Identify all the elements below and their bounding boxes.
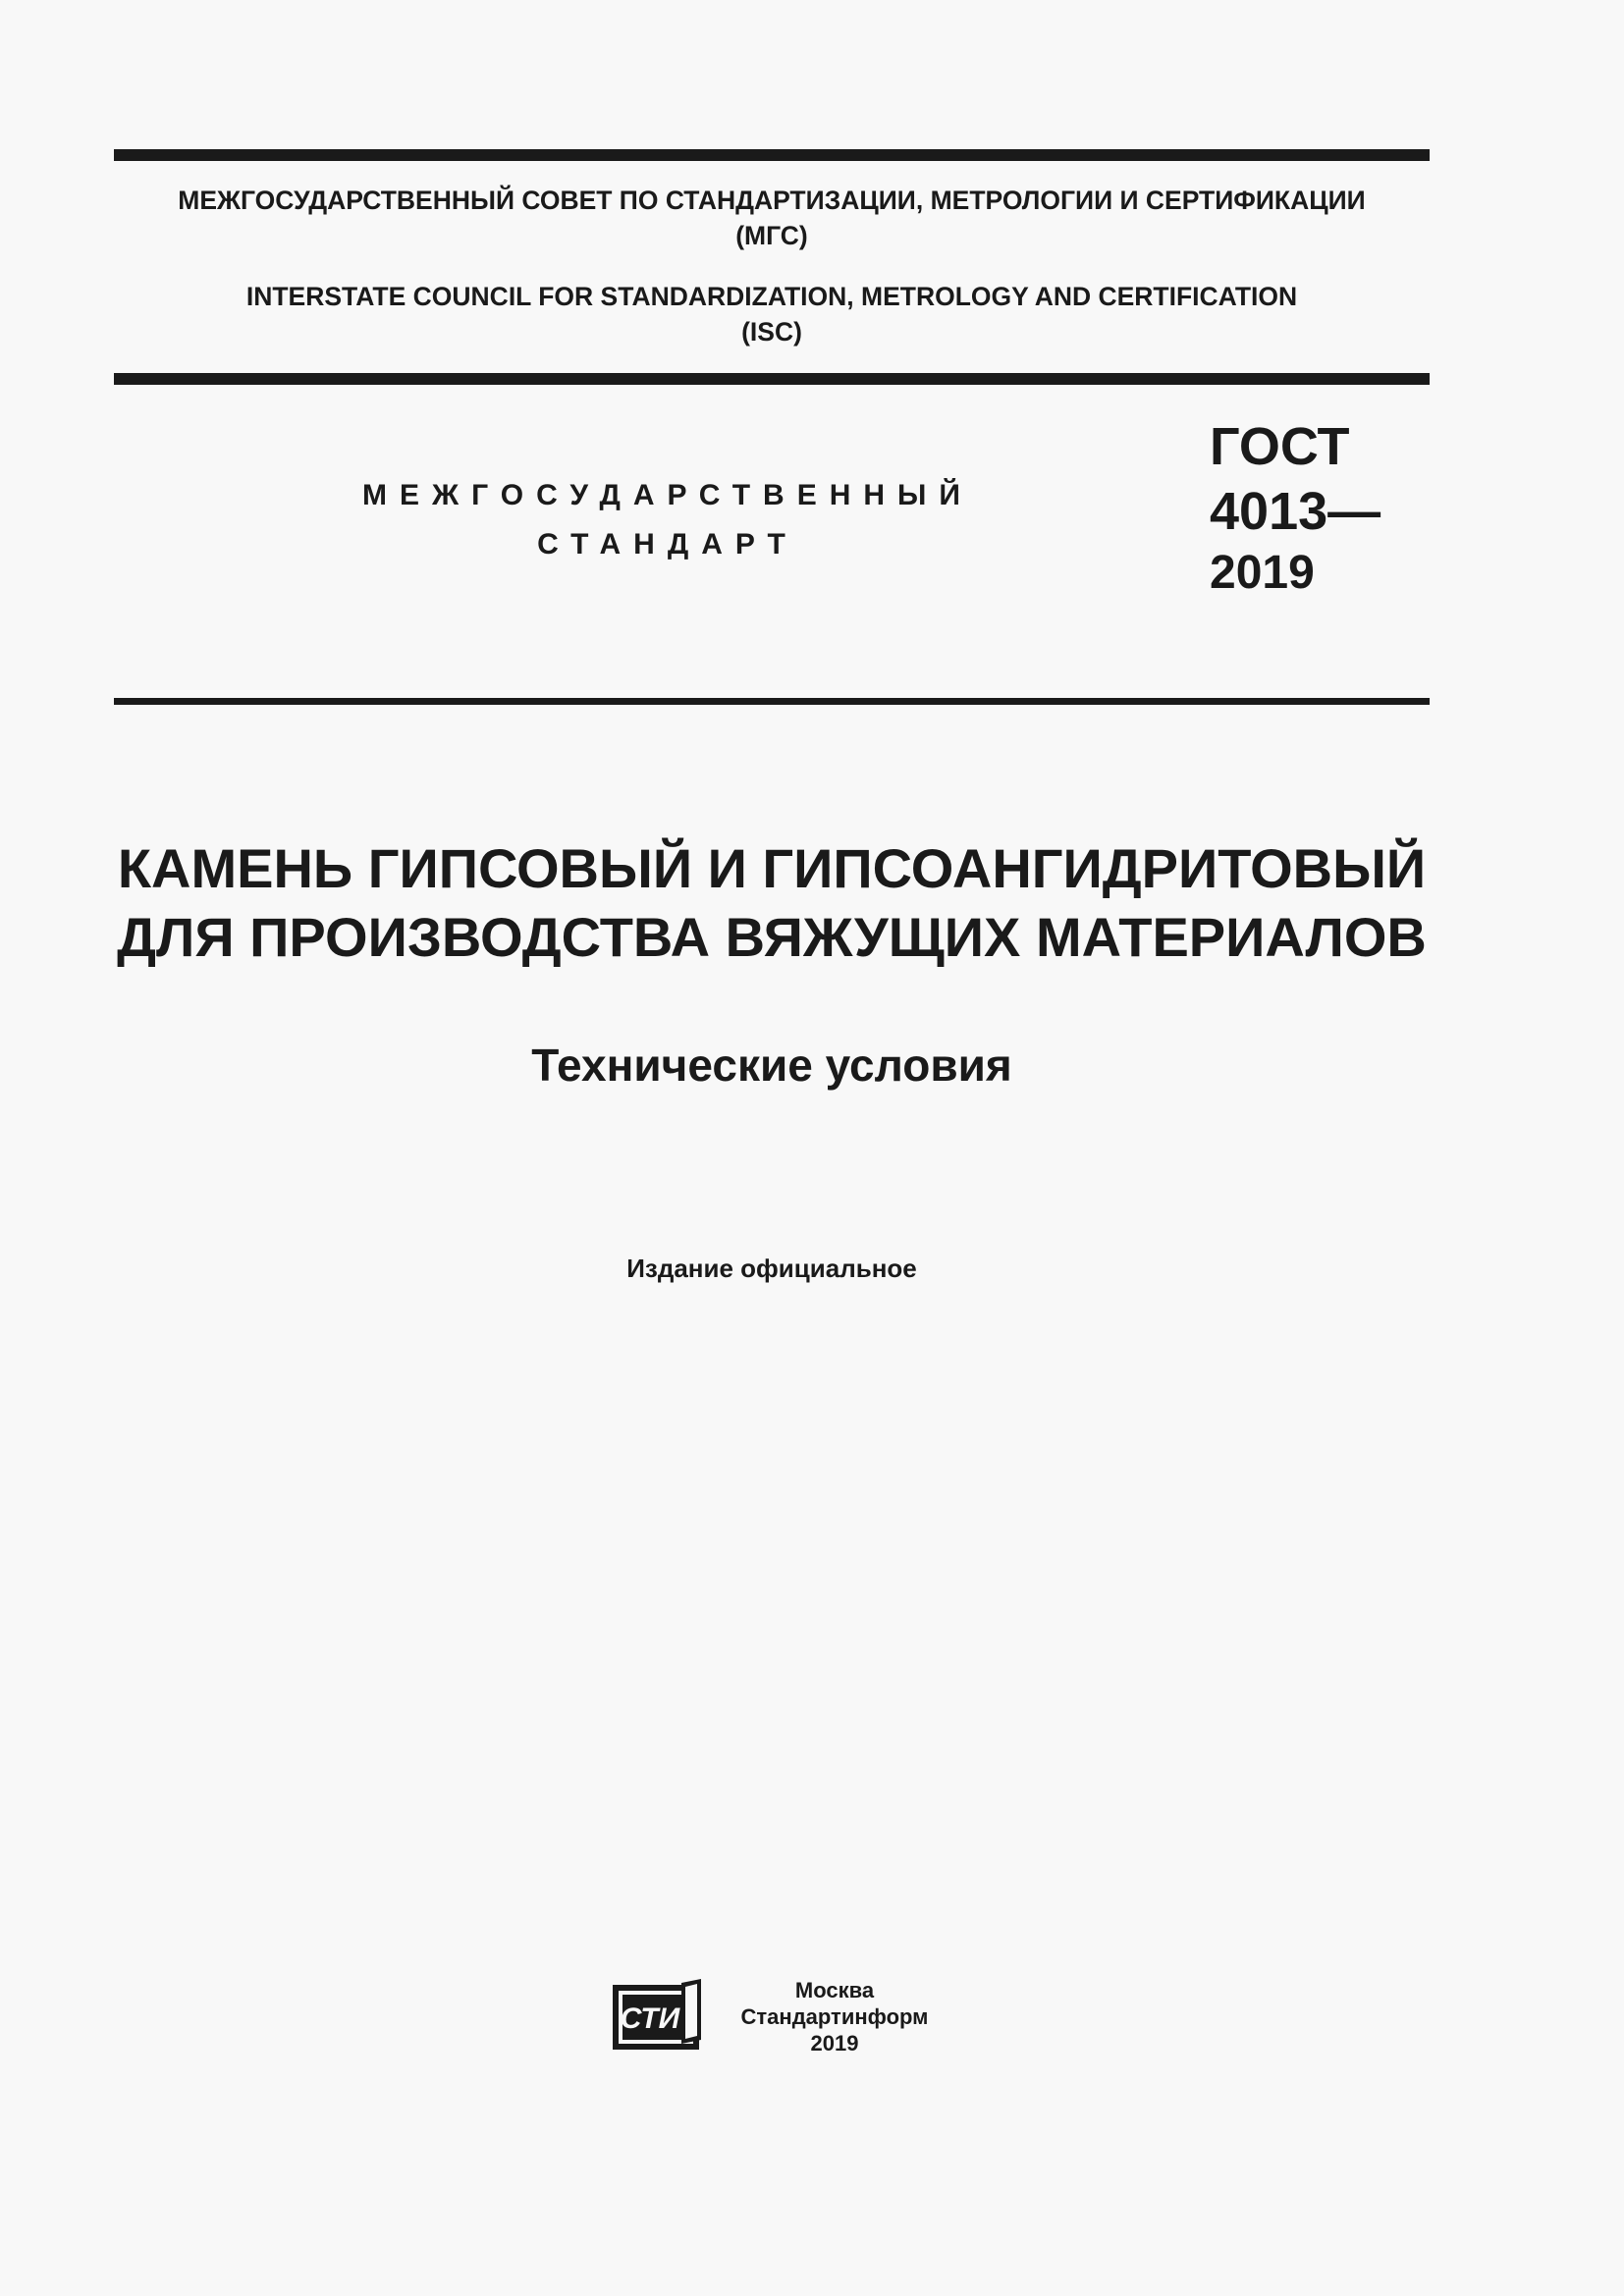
- gost-year: 2019: [1210, 547, 1315, 599]
- svg-text:СТИ: СТИ: [620, 2002, 680, 2035]
- edition-label: Издание официальное: [626, 1254, 917, 1283]
- gost-number: 4013—: [1210, 482, 1381, 541]
- top-divider: [114, 149, 1430, 161]
- document-title-line2: ДЛЯ ПРОИЗВОДСТВА ВЯЖУЩИХ МАТЕРИАЛОВ: [117, 906, 1427, 968]
- document-title: [114, 834, 1430, 972]
- gost-designation: [1210, 414, 1380, 603]
- council-abbr-en: (ISC): [741, 317, 802, 347]
- publisher-info: [715, 1977, 954, 2056]
- council-name-en: [114, 279, 1430, 349]
- council-name-ru-text: МЕЖГОСУДАРСТВЕННЫЙ СОВЕТ ПО СТАНДАРТИЗАЦИИ, МЕТРОЛОГИИ И СЕРТИФИКАЦИИ: [178, 186, 1366, 215]
- publisher-city: Москва: [794, 1978, 875, 2002]
- standard-kind-line2: СТАНДАРТ: [537, 528, 798, 561]
- document-subtitle: Технические условия: [531, 1040, 1012, 1091]
- header-divider: [114, 373, 1430, 385]
- document-title-line1: КАМЕНЬ ГИПСОВЫЙ И ГИПСОАНГИДРИТОВЫЙ: [117, 837, 1427, 899]
- standartinform-logo-icon: [613, 1979, 705, 2052]
- publisher-year: 2019: [810, 2031, 859, 2056]
- publisher-name: Стандартинформ: [740, 2004, 929, 2029]
- gost-code: ГОСТ: [1210, 417, 1350, 476]
- council-name-ru: [114, 183, 1430, 253]
- standard-kind-line1: МЕЖГОСУДАРСТВЕННЫЙ: [362, 479, 973, 511]
- standard-kind: [295, 471, 1041, 569]
- council-name-en-text: INTERSTATE COUNCIL FOR STANDARDIZATION, METROLOGY AND CERTIFICATION: [245, 282, 1298, 311]
- title-divider: [114, 698, 1430, 705]
- council-abbr-ru: (МГС): [735, 221, 808, 250]
